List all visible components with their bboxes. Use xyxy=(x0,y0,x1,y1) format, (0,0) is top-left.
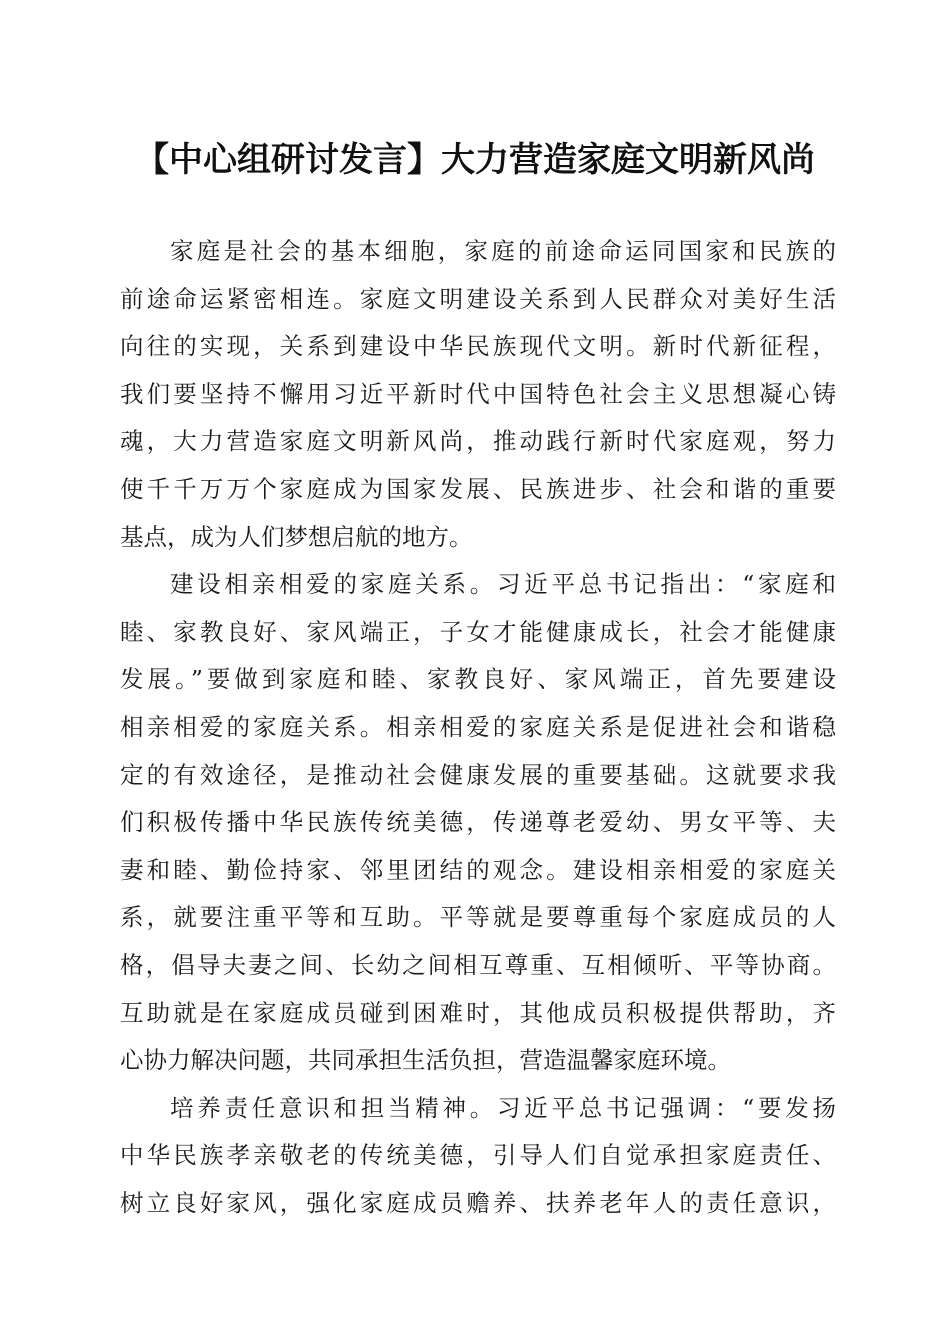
document-body xyxy=(120,228,836,1227)
text-line: 魂，大力营造家庭文明新风尚，推动践行新时代家庭观，努力 xyxy=(120,427,836,456)
document-title: 【中心组研讨发言】大力营造家庭文明新风尚 xyxy=(135,140,815,180)
paragraph xyxy=(120,228,836,561)
text-line: 树立良好家风，强化家庭成员赡养、扶养老年人的责任意识， xyxy=(120,1188,836,1217)
text-line: 中华民族孝亲敬老的传统美德，引导人们自觉承担家庭责任、 xyxy=(120,1141,836,1170)
text-line: 家庭是社会的基本细胞，家庭的前途命运同国家和民族的 xyxy=(170,237,836,265)
text-line: 向往的实现，关系到建设中华民族现代文明。新时代新征程， xyxy=(120,332,836,361)
text-line: 心协力解决问题，共同承担生活负担，营造温馨家庭环境。 xyxy=(120,1046,731,1075)
text-line: 前途命运紧密相连。家庭文明建设关系到人民群众对美好生活 xyxy=(120,284,836,313)
text-line: 互助就是在家庭成员碰到困难时，其他成员积极提供帮助，齐 xyxy=(120,998,836,1027)
text-line: 培养责任意识和担当精神。习近平总书记强调：“要发扬 xyxy=(170,1093,836,1122)
text-line: 基点，成为人们梦想启航的地方。 xyxy=(120,522,473,551)
paragraph xyxy=(120,561,836,1085)
text-line: 系，就要注重平等和互助。平等就是要尊重每个家庭成员的人 xyxy=(120,903,836,932)
text-line: 们积极传播中华民族传统美德，传递尊老爱幼、男女平等、夫 xyxy=(120,808,836,837)
text-line: 使千千万万个家庭成为国家发展、民族进步、社会和谐的重要 xyxy=(120,474,836,503)
text-line: 相亲相爱的家庭关系。相亲相爱的家庭关系是促进社会和谐稳 xyxy=(120,712,836,741)
text-line: 妻和睦、勤俭持家、邻里团结的观念。建设相亲相爱的家庭关 xyxy=(120,855,836,884)
text-line: 建设相亲相爱的家庭关系。习近平总书记指出：“家庭和 xyxy=(170,570,836,599)
text-line: 我们要坚持不懈用习近平新时代中国特色社会主义思想凝心铸 xyxy=(120,379,836,408)
text-line: 发展。”要做到家庭和睦、家教良好、家风端正，首先要建设 xyxy=(120,665,836,694)
text-line: 睦、家教良好、家风端正，子女才能健康成长，社会才能健康 xyxy=(120,617,836,646)
text-line: 格，倡导夫妻之间、长幼之间相互尊重、互相倾听、平等协商。 xyxy=(120,950,836,979)
text-line: 定的有效途径，是推动社会健康发展的重要基础。这就要求我 xyxy=(120,760,836,789)
paragraph xyxy=(120,1085,836,1228)
